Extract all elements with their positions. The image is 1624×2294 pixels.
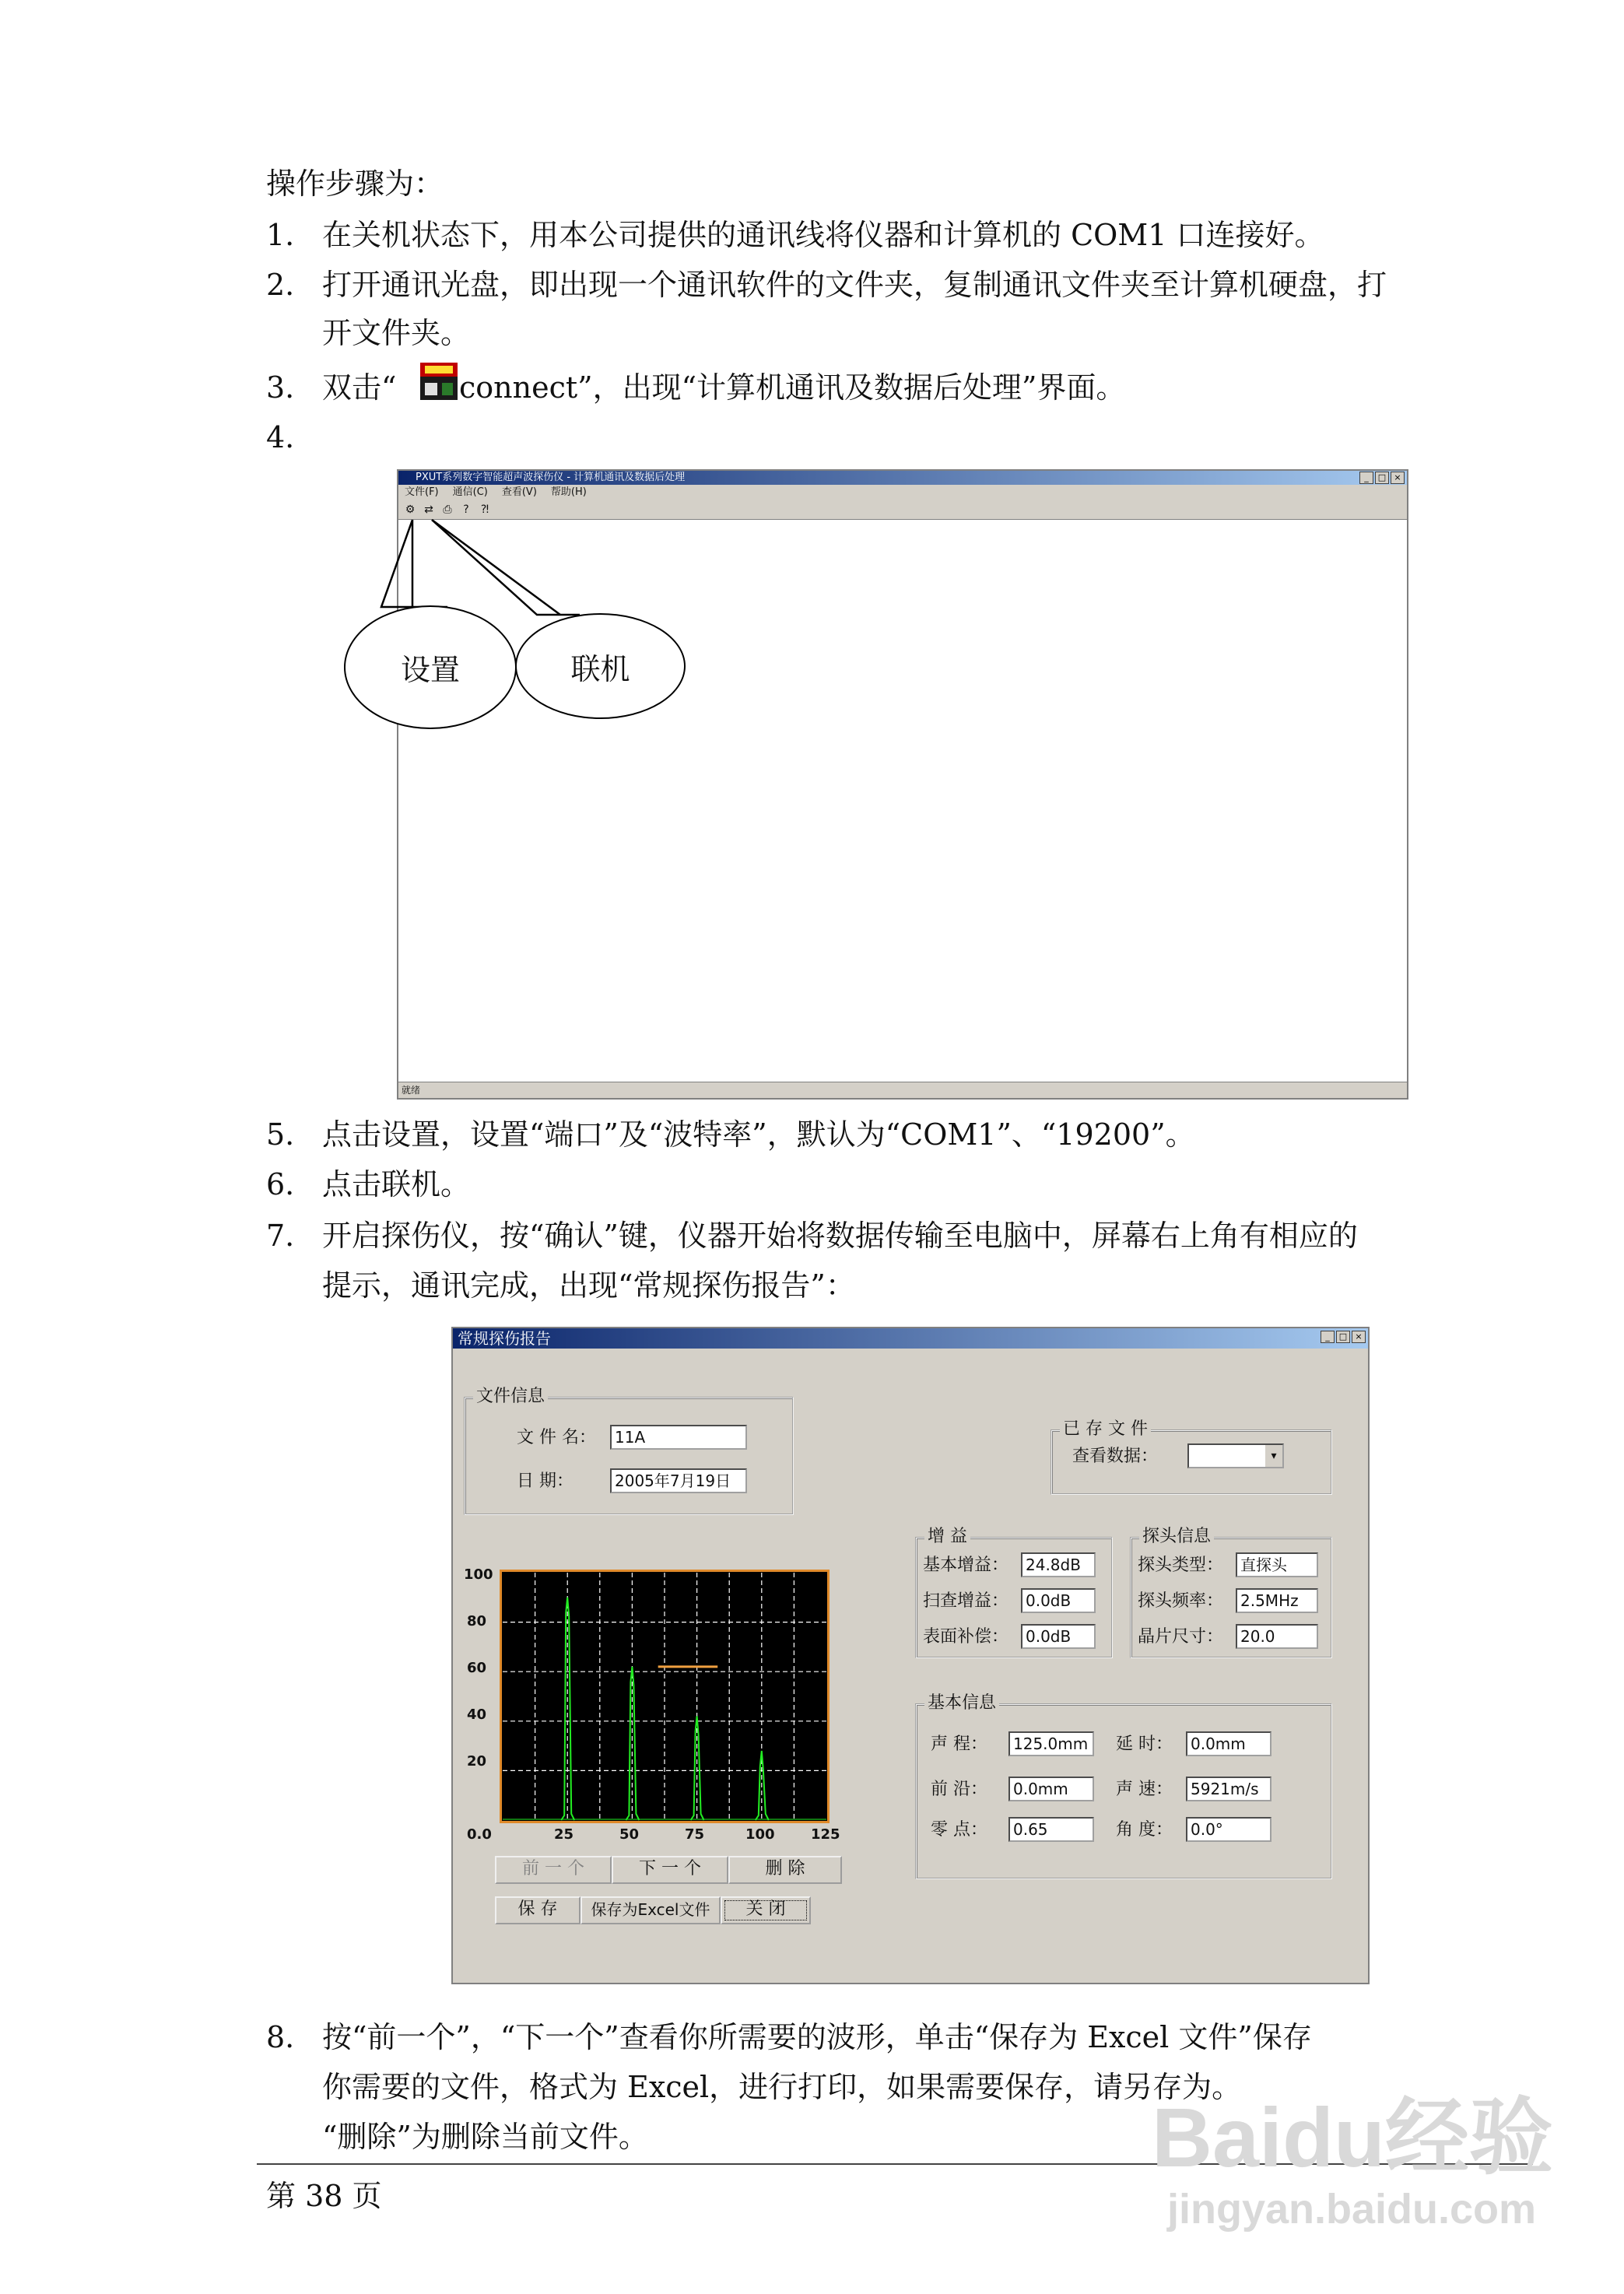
prev-button[interactable]: 前 一 个	[495, 1856, 612, 1884]
steps-heading: 操作步骤为：	[266, 167, 444, 201]
date-field[interactable]: 2005年7月19日	[610, 1468, 747, 1493]
close-icon[interactable]: ×	[1352, 1331, 1366, 1343]
step-number: 4.	[266, 420, 295, 454]
callout-pointers	[0, 0, 1624, 778]
close-button[interactable]: 关 闭	[721, 1896, 811, 1924]
save-excel-button[interactable]: 保存为Excel文件	[581, 1896, 721, 1924]
minimize-icon[interactable]: _	[1359, 472, 1373, 484]
report-window	[451, 1327, 1370, 1984]
menu-file[interactable]: 文件(F)	[405, 486, 439, 498]
y-tick-label: 80	[467, 1613, 487, 1629]
probe-value[interactable]: 直探头	[1236, 1552, 1318, 1577]
basic-value[interactable]: 0.0mm	[1186, 1731, 1271, 1756]
step-3-text-b: connect”，出现“计算机通讯及数据后处理”界面。	[459, 370, 1126, 405]
basic-info-group	[915, 1693, 1332, 1879]
step-6-text: 点击联机。	[322, 1167, 471, 1201]
baidu-watermark-url: jingyan.baidu.com	[1167, 2186, 1537, 2233]
gain-group	[915, 1527, 1113, 1658]
basic-value[interactable]: 0.0mm	[1008, 1777, 1094, 1801]
callout-connect: 联机	[515, 613, 686, 719]
connect-icon[interactable]: ⇄	[424, 503, 433, 516]
x-tick-label: 125	[811, 1826, 840, 1843]
report-title: 常规探伤报告	[458, 1329, 551, 1348]
step-number: 2.	[266, 268, 295, 302]
step-number: 8.	[266, 2020, 295, 2054]
print-icon[interactable]: ⎙	[443, 503, 452, 516]
gain-label: 基本增益：	[923, 1556, 1009, 1575]
status-text: 就绪	[402, 1085, 421, 1096]
chevron-down-icon[interactable]: ▾	[1265, 1445, 1282, 1467]
basic-value[interactable]: 0.65	[1008, 1817, 1094, 1842]
gain-value[interactable]: 0.0dB	[1021, 1588, 1096, 1613]
file-name-field[interactable]: 11A	[610, 1425, 747, 1450]
menu-help[interactable]: 帮助(H)	[550, 486, 587, 498]
waveform-chart	[500, 1570, 830, 1823]
gain-label: 扫查增益：	[923, 1591, 1009, 1611]
x-tick-label: 50	[619, 1826, 640, 1843]
help-icon[interactable]: ?	[463, 503, 469, 516]
x-tick-label: 100	[745, 1826, 775, 1843]
gain-label: 表面补偿：	[923, 1627, 1009, 1647]
basic-value[interactable]: 5921m/s	[1186, 1777, 1271, 1801]
step-8-text-cont: 你需要的文件，格式为 Excel，进行打印，如果需要保存，请另存为。	[322, 2070, 1242, 2104]
step-number: 1.	[266, 218, 295, 252]
x-tick-label: 25	[554, 1826, 574, 1843]
maximize-icon[interactable]: □	[1375, 472, 1389, 484]
basic-value[interactable]: 0.0°	[1186, 1817, 1271, 1842]
basic-value[interactable]: 125.0mm	[1008, 1731, 1094, 1756]
view-data-select[interactable]	[1187, 1443, 1284, 1468]
maximize-icon[interactable]: □	[1336, 1331, 1350, 1343]
step-number: 5.	[266, 1117, 295, 1152]
callout-setup: 设置	[344, 605, 517, 729]
y-tick-label: 60	[467, 1660, 487, 1676]
basic-label: 角 度：	[1116, 1820, 1173, 1840]
close-icon[interactable]: ×	[1391, 472, 1405, 484]
saved-files-title: 已 存 文 件	[1060, 1420, 1151, 1439]
step-8-text: 按“前一个”，“下一个”查看你所需要的波形，单击“保存为 Excel 文件”保存	[322, 2020, 1312, 2054]
view-data-label: 查看数据：	[1072, 1447, 1159, 1466]
page-number: 第 38 页	[266, 2179, 382, 2213]
gain-value[interactable]: 0.0dB	[1021, 1624, 1096, 1649]
saved-files-group	[1051, 1419, 1332, 1495]
step-8-text-cont: “删除”为删除当前文件。	[322, 2120, 648, 2154]
menu-view[interactable]: 查看(V)	[501, 486, 537, 498]
y-tick-label: 100	[464, 1566, 493, 1583]
step-1-text: 在关机状态下，用本公司提供的通讯线将仪器和计算机的 COM1 口连接好。	[322, 218, 1324, 252]
report-title-bar	[453, 1328, 1368, 1349]
probe-label: 探头类型：	[1138, 1556, 1224, 1575]
settings-icon[interactable]: ⚙	[405, 503, 416, 516]
basic-label: 前 沿：	[931, 1780, 987, 1799]
probe-value[interactable]: 20.0	[1236, 1624, 1318, 1649]
menu-comm[interactable]: 通信(C)	[452, 486, 488, 498]
context-help-icon[interactable]: ⁈	[480, 503, 489, 516]
baidu-watermark: Baidu经验	[1152, 2090, 1554, 2184]
basic-label: 零 点：	[931, 1820, 987, 1840]
step-number: 7.	[266, 1219, 295, 1253]
gain-value[interactable]: 24.8dB	[1021, 1552, 1096, 1577]
step-number: 3.	[266, 370, 295, 405]
save-button[interactable]: 保 存	[495, 1896, 581, 1924]
next-button[interactable]: 下 一 个	[612, 1856, 728, 1884]
step-number: 6.	[266, 1167, 295, 1201]
probe-label: 晶片尺寸：	[1138, 1627, 1224, 1647]
basic-label: 声 速：	[1116, 1780, 1173, 1799]
basic-info-title: 基本信息	[924, 1694, 999, 1713]
step-7-text: 开启探伤仪，按“确认”键，仪器开始将数据传输至电脑中，屏幕右上角有相应的	[322, 1219, 1358, 1253]
probe-title: 探头信息	[1139, 1528, 1214, 1546]
file-info-title: 文件信息	[473, 1387, 548, 1406]
app-title: PXUT系列数字智能超声波探伤仪 - 计算机通讯及数据后处理	[416, 472, 686, 483]
delete-button[interactable]: 删 除	[728, 1856, 842, 1884]
date-label: 日 期：	[517, 1471, 573, 1491]
probe-group	[1130, 1527, 1332, 1658]
step-5-text: 点击设置，设置“端口”及“波特率”，默认为“COM1”、“19200”。	[322, 1117, 1195, 1152]
gain-title: 增 益	[924, 1528, 970, 1546]
file-info-group	[464, 1387, 794, 1515]
x-tick-label: 75	[685, 1826, 705, 1843]
step-3-text-a: 双击“	[322, 370, 397, 405]
file-name-label: 文 件 名：	[517, 1428, 596, 1447]
step-7-text-cont: 提示，通讯完成，出现“常规探伤报告”：	[322, 1268, 855, 1303]
y-tick-label: 20	[467, 1753, 487, 1770]
basic-label: 声 程：	[931, 1735, 987, 1754]
probe-label: 探头频率：	[1138, 1591, 1224, 1611]
probe-value[interactable]: 2.5MHz	[1236, 1588, 1318, 1613]
status-bar	[398, 1082, 1407, 1098]
step-2-text-cont: 开文件夹。	[322, 316, 471, 350]
minimize-icon[interactable]: _	[1321, 1331, 1335, 1343]
basic-label: 延 时：	[1116, 1735, 1173, 1754]
x-tick-label: 0.0	[467, 1826, 492, 1843]
y-tick-label: 40	[467, 1706, 487, 1723]
step-2-text: 打开通讯光盘，即出现一个通讯软件的文件夹，复制通讯文件夹至计算机硬盘，打	[322, 268, 1387, 302]
